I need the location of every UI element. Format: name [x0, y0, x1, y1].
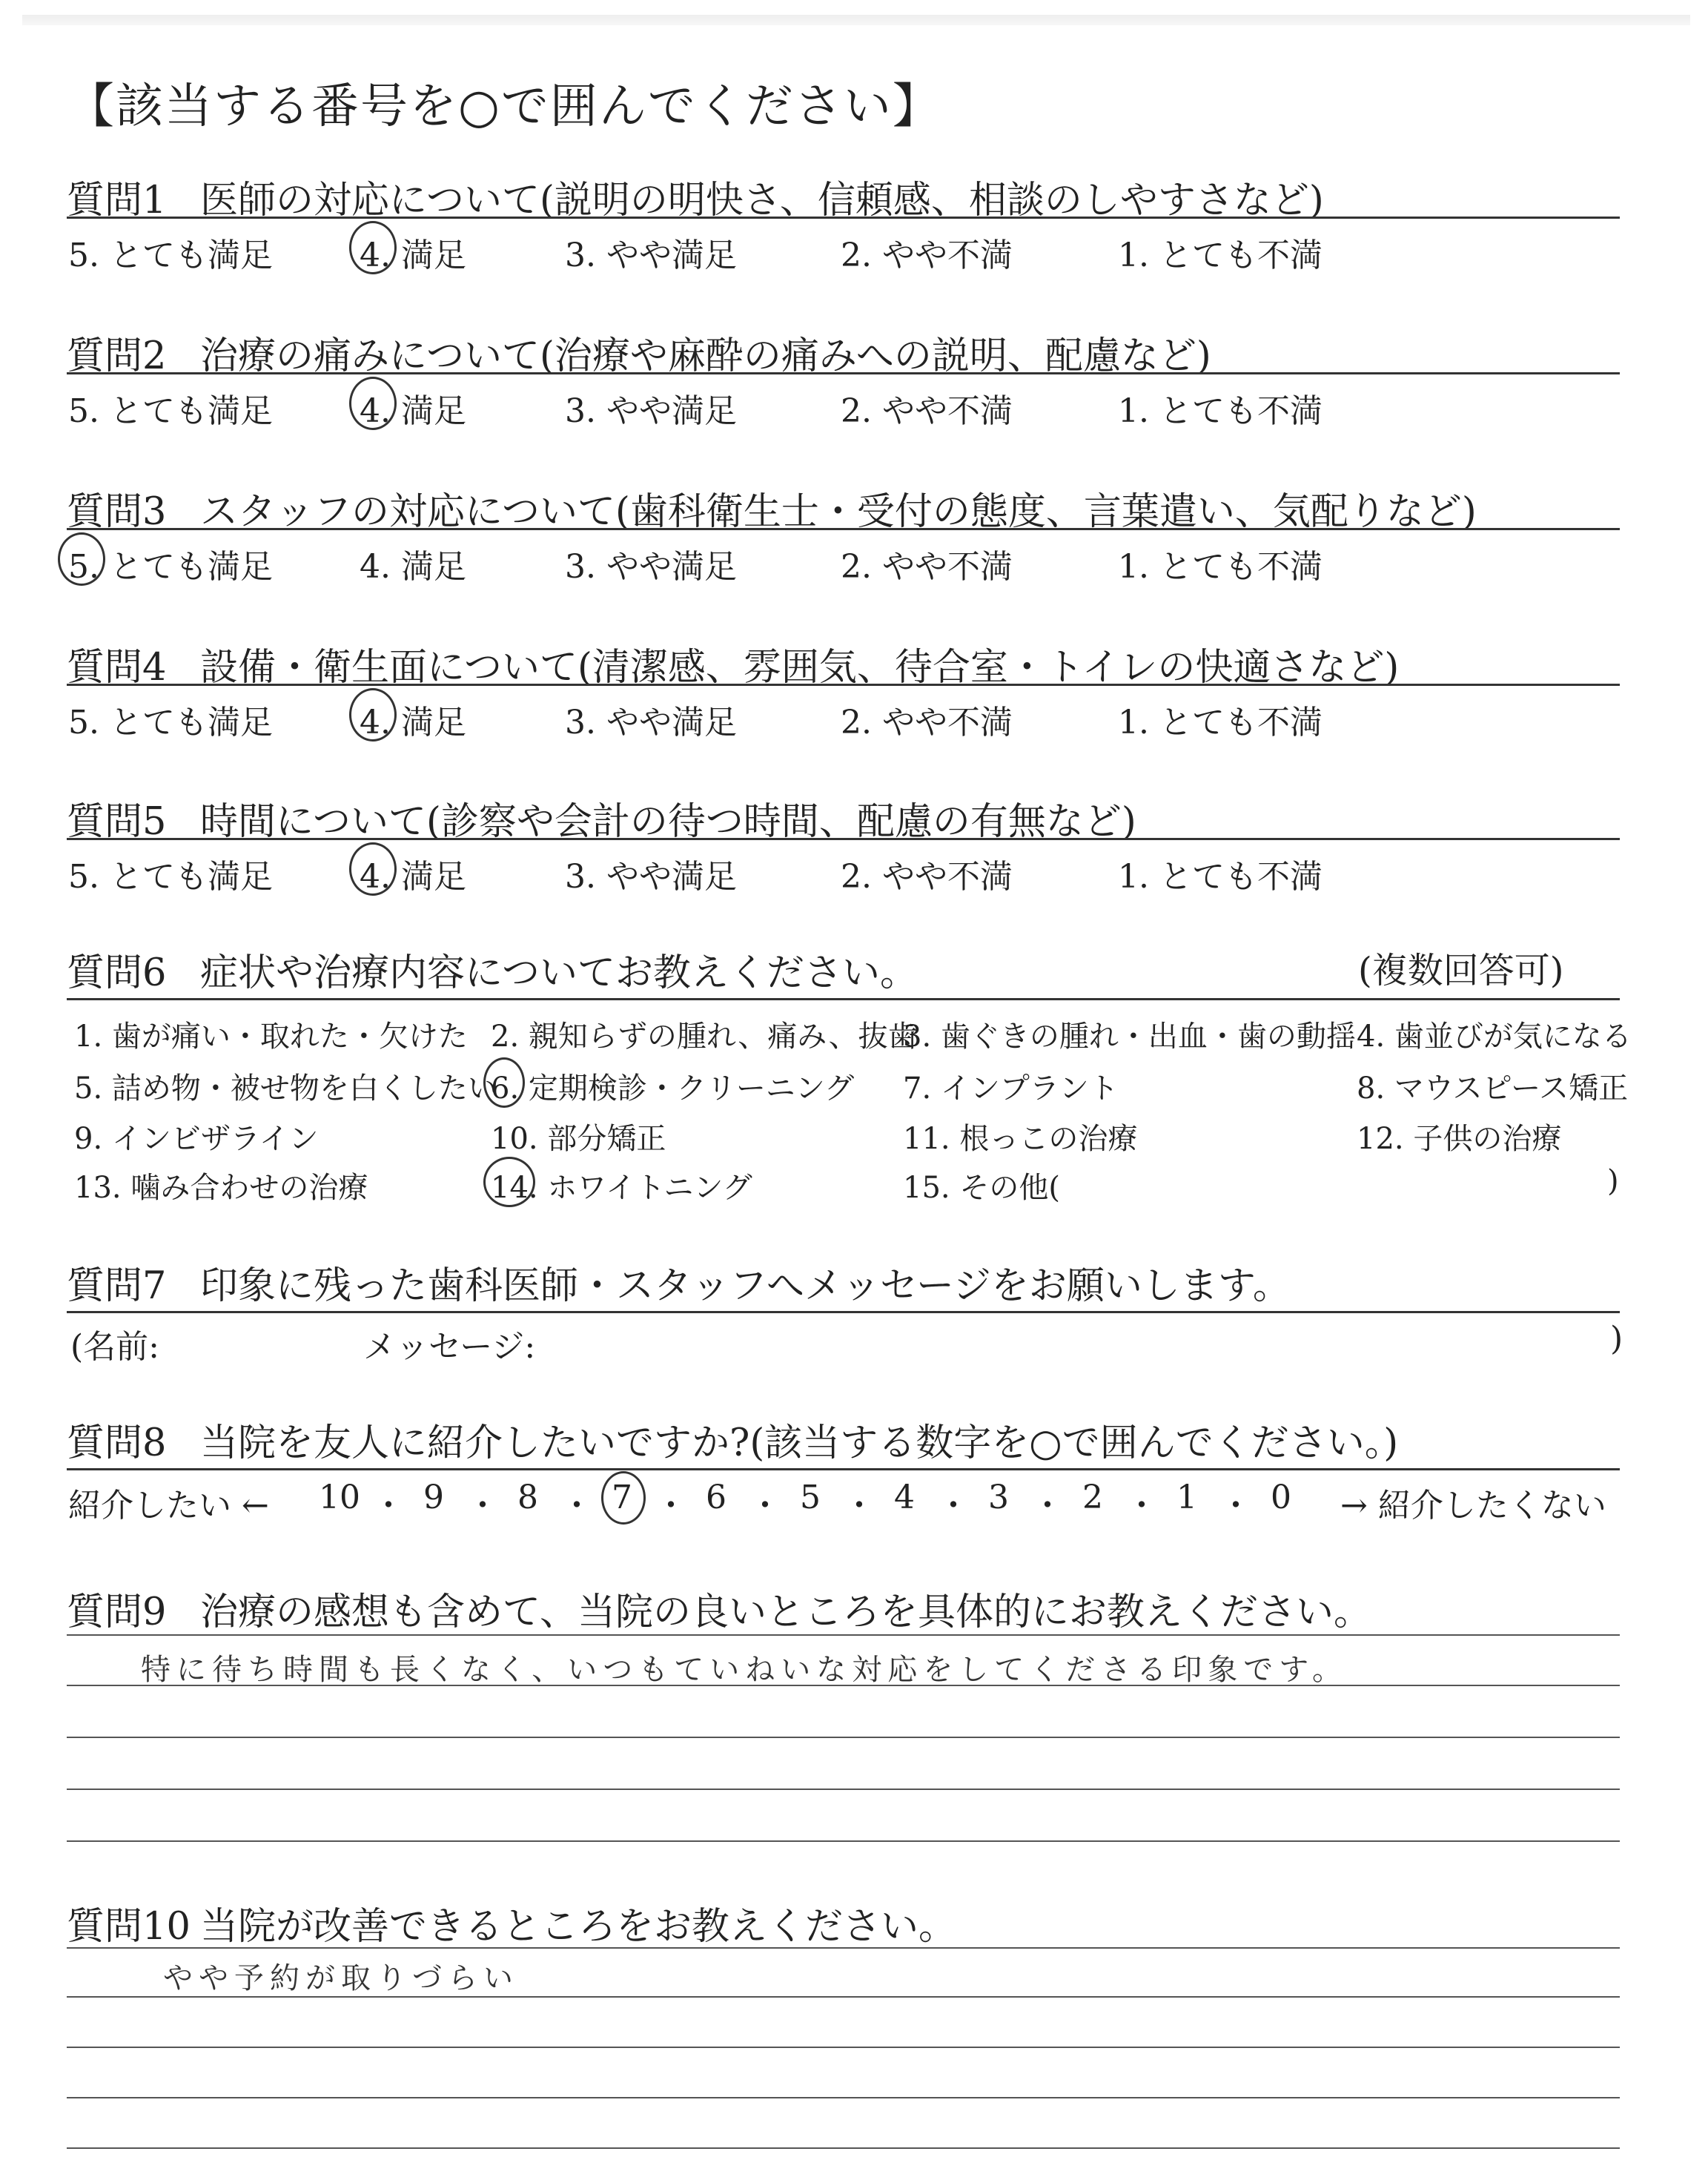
- question-number: 質問7: [67, 1264, 167, 1308]
- treatment-option[interactable]: 11. 根っこの治療: [903, 1122, 1138, 1156]
- option-2[interactable]: 2. やや不満: [841, 704, 1013, 742]
- name-label: (名前:: [70, 1328, 159, 1366]
- option-2[interactable]: 2. やや不満: [841, 392, 1013, 430]
- treatment-option[interactable]: 1. 歯が痛い・取れた・欠けた: [74, 1020, 468, 1054]
- question-number: 質問10: [67, 1905, 191, 1949]
- scale-value-6[interactable]: 6: [706, 1479, 726, 1516]
- scale-separator: ・: [560, 1487, 593, 1525]
- question-number: 質問4: [67, 646, 167, 690]
- scale-value-7[interactable]: 7: [612, 1479, 632, 1516]
- selected-circle-mark: [58, 532, 105, 586]
- scale-value-9[interactable]: 9: [423, 1479, 444, 1516]
- selected-circle-mark: [349, 688, 397, 742]
- scale-value-5[interactable]: 5: [800, 1479, 821, 1516]
- selected-circle-mark: [601, 1471, 646, 1525]
- treatment-option[interactable]: 8. マウスピース矯正: [1357, 1071, 1629, 1106]
- option-4[interactable]: 4. 満足: [360, 237, 466, 274]
- option-3[interactable]: 3. やや満足: [565, 704, 737, 742]
- multiple-answer-note: (複数回答可): [1358, 950, 1564, 991]
- treatment-option[interactable]: 13. 噛み合わせの治療: [74, 1171, 368, 1205]
- scale-value-10[interactable]: 10: [319, 1479, 360, 1516]
- question-text: 治療の痛みについて(治療や麻酔の痛みへの説明、配慮など): [200, 334, 1211, 378]
- other-close-paren: ): [1607, 1164, 1619, 1198]
- treatment-option[interactable]: 9. インビザライン: [74, 1122, 319, 1156]
- page-title: 【該当する番号を○で囲んでください】: [67, 79, 941, 134]
- scale-separator: ・: [372, 1487, 405, 1525]
- treatment-option[interactable]: 4. 歯並びが気になる: [1357, 1020, 1632, 1054]
- scale-value-0[interactable]: 0: [1271, 1479, 1291, 1516]
- question-number: 質問6: [67, 951, 167, 995]
- treatment-option[interactable]: 7. インプラント: [903, 1071, 1119, 1106]
- scale-value-4[interactable]: 4: [894, 1479, 915, 1516]
- question-text: 当院を友人に紹介したいですか?(該当する数字を○で囲んでください。): [200, 1421, 1399, 1465]
- option-1[interactable]: 1. とても不満: [1118, 858, 1323, 896]
- treatment-option[interactable]: 6. 定期検診・クリーニング: [491, 1071, 855, 1106]
- scan-edge: [22, 15, 1690, 25]
- option-5[interactable]: 5. とても満足: [68, 237, 273, 274]
- treatment-option[interactable]: 14. ホワイトニング: [491, 1171, 752, 1205]
- question-text: 治療の感想も含めて、当院の良いところを具体的にお教えください。: [200, 1591, 1371, 1634]
- question-text: 時間について(診察や会計の待つ時間、配慮の有無など): [200, 800, 1136, 844]
- question-text: 症状や治療内容についてお教えください。: [200, 951, 918, 995]
- question-text: 印象に残った歯科医師・スタッフへメッセージをお願いします。: [200, 1264, 1291, 1308]
- option-1[interactable]: 1. とても不満: [1118, 237, 1323, 274]
- message-label: メッセージ:: [363, 1328, 536, 1366]
- question-number: 質問3: [67, 490, 167, 534]
- scale-value-2[interactable]: 2: [1082, 1479, 1103, 1516]
- question-text: 設備・衛生面について(清潔感、雰囲気、待合室・トイレの快適さなど): [200, 646, 1400, 690]
- option-4[interactable]: 4. 満足: [360, 392, 466, 430]
- scale-value-3[interactable]: 3: [988, 1479, 1009, 1516]
- scale-value-1[interactable]: 1: [1176, 1479, 1197, 1516]
- selected-circle-mark: [349, 377, 397, 430]
- recommend-left-label: 紹介したい ←: [68, 1487, 269, 1525]
- option-1[interactable]: 1. とても不満: [1118, 704, 1323, 742]
- option-2[interactable]: 2. やや不満: [841, 858, 1013, 896]
- selected-circle-mark: [349, 842, 397, 896]
- question-number: 質問8: [67, 1421, 167, 1465]
- selected-circle-mark: [483, 1157, 535, 1207]
- option-4[interactable]: 4. 満足: [360, 704, 466, 742]
- option-3[interactable]: 3. やや満足: [565, 858, 737, 896]
- scale-separator: ・: [1219, 1487, 1252, 1525]
- question-number: 質問1: [67, 179, 167, 222]
- question-number: 質問5: [67, 800, 167, 844]
- option-1[interactable]: 1. とても不満: [1118, 548, 1323, 586]
- handwritten-answer: 特に待ち時間も長くなく、いつもていねいな対応をしてくださる印象です。: [141, 1653, 1348, 1687]
- treatment-option[interactable]: 2. 親知らずの腫れ、痛み、抜歯: [491, 1020, 918, 1054]
- scale-separator: ・: [655, 1487, 687, 1525]
- question-text: 当院が改善できるところをお教えください。: [200, 1905, 957, 1949]
- treatment-option[interactable]: 3. 歯ぐきの腫れ・出血・歯の動揺: [903, 1020, 1356, 1054]
- question-number: 質問9: [67, 1591, 167, 1634]
- option-2[interactable]: 2. やや不満: [841, 548, 1013, 586]
- selected-circle-mark: [483, 1057, 525, 1108]
- option-2[interactable]: 2. やや不満: [841, 237, 1013, 274]
- option-4[interactable]: 4. 満足: [360, 548, 466, 586]
- option-4[interactable]: 4. 満足: [360, 858, 466, 896]
- selected-circle-mark: [349, 221, 397, 274]
- treatment-option[interactable]: 12. 子供の治療: [1357, 1122, 1562, 1156]
- scale-separator: ・: [1125, 1487, 1158, 1525]
- treatment-option[interactable]: 15. その他(: [903, 1171, 1060, 1205]
- option-5[interactable]: 5. とても満足: [68, 548, 273, 586]
- treatment-option[interactable]: 5. 詰め物・被せ物を白くしたい: [74, 1071, 497, 1106]
- question-text: 医師の対応について(説明の明快さ、信頼感、相談のしやすさなど): [200, 179, 1324, 222]
- option-1[interactable]: 1. とても不満: [1118, 392, 1323, 430]
- option-5[interactable]: 5. とても満足: [68, 392, 273, 430]
- scale-separator: ・: [749, 1487, 781, 1525]
- option-3[interactable]: 3. やや満足: [565, 392, 737, 430]
- recommend-right-label: → 紹介したくない: [1340, 1487, 1606, 1525]
- option-3[interactable]: 3. やや満足: [565, 237, 737, 274]
- option-3[interactable]: 3. やや満足: [565, 548, 737, 586]
- treatment-option[interactable]: 10. 部分矯正: [491, 1122, 666, 1156]
- option-5[interactable]: 5. とても満足: [68, 858, 273, 896]
- scale-separator: ・: [466, 1487, 499, 1525]
- scale-separator: ・: [843, 1487, 875, 1525]
- question-text: スタッフの対応について(歯科衛生士・受付の態度、言葉遣い、気配りなど): [200, 490, 1477, 534]
- option-5[interactable]: 5. とても満足: [68, 704, 273, 742]
- scale-value-8[interactable]: 8: [517, 1479, 538, 1516]
- question-number: 質問2: [67, 334, 167, 378]
- scale-separator: ・: [937, 1487, 970, 1525]
- close-paren: ): [1610, 1320, 1623, 1358]
- handwritten-answer: やや予約が取りづらい: [163, 1961, 519, 1995]
- scale-separator: ・: [1031, 1487, 1064, 1525]
